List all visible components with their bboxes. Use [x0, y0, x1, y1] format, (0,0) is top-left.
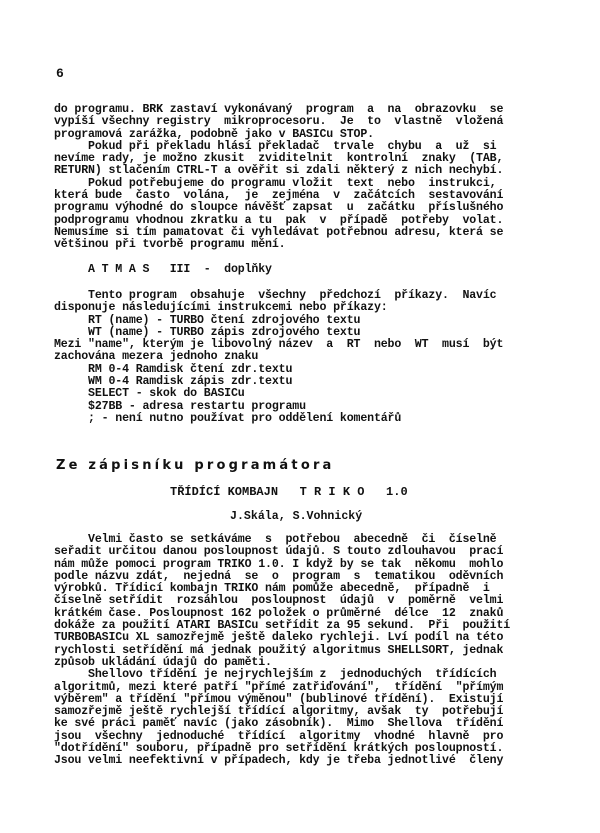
text-line: disponuje následujícími instrukcemi nebo příkazy:: [54, 301, 388, 315]
text-line: SELECT - skok do BASICu: [54, 387, 245, 401]
text-line: RETURN) stlačením CTRL-T a ověřit si zdali některý z nich nechybí.: [54, 164, 504, 178]
text-line: která bude často volána, je zejména v začátcích sestavování: [54, 189, 504, 203]
text-line: číselně setřídit rozsáhlou posloupnost údajů v poměrně velmi: [54, 594, 504, 608]
text-line: programová zarážka, podobně jako v BASICu STOP.: [54, 127, 374, 141]
article-title: TŘÍDÍCÍ KOMBAJN T R I K O 1.0: [170, 485, 408, 499]
text-line: $27BB - adresa restartu programu: [54, 399, 306, 413]
text-line: výběrem" a třídění "přímou výměnou" (bublinové třídění). Existují: [54, 692, 504, 706]
text-line: podprogramu vhodnou zkratku a tu pak v případě potřeby volat.: [54, 213, 504, 227]
text-line: Velmi často se setkáváme s potřebou abecedně či číselně: [54, 533, 497, 546]
text-line: WT (name) - TURBO zápis zdrojového textu: [54, 325, 361, 339]
text-line: ke své práci paměť navíc (jako zásobník). Mimo Shellova třídění: [54, 717, 504, 731]
text-line: RM 0-4 Ramdisk čtení zdr.textu: [54, 362, 293, 376]
text-line: Shellovo třídění je nejrychlejším z jednoduchých třídících: [54, 668, 497, 682]
atmas-title: A T M A S III - doplňky: [54, 263, 272, 276]
text-line: zachována mezera jednoho znaku: [54, 350, 259, 364]
text-line: Pokud potřebujeme do programu vložit text nebo instrukci,: [54, 176, 497, 190]
text-line: "dotřídění" souboru, případně pro setřídění krátkých posloupností.: [54, 742, 504, 756]
article-authors: J.Skála, S.Vohnický: [230, 510, 363, 523]
text-line: TURBOBASICu XL samozřejmě ještě daleko rychleji. Lví podíl na této: [54, 631, 504, 645]
text-line: WM 0-4 Ramdisk zápis zdr.textu: [54, 375, 293, 389]
intro-paragraphs: [54, 104, 548, 252]
text-line: do programu. BRK zastaví vykonávaný program a na obrazovku se: [54, 103, 504, 116]
text-line: nám může pomoci program TRIKO 1.0. I když by se tak někomu mohlo: [54, 557, 504, 571]
text-line: Mezi "name", kterým je libovolný název a RT nebo WT musí být: [54, 338, 504, 352]
page-number: 6: [56, 66, 64, 81]
text-line: rychlosti setřídění má jednak použitý algoritmus SHELLSORT, jednak: [54, 643, 504, 657]
text-line: způsob ukládání údajů do paměti.: [54, 655, 272, 669]
text-line: krátkém čase. Posloupnost 162 položek o průměrné délce 12 znaků: [54, 606, 504, 620]
text-line: výrobků. Třídicí kombajn TRIKO nám pomůže abecedně, případně i: [54, 582, 490, 596]
atmas-section: [54, 264, 548, 276]
text-line: programu výhodné do sloupce návěšť zapsat u začátku příslušného: [54, 201, 504, 215]
text-line: Jsou velmi neefektivní v případech, kdy je třeba jednotlivé členy: [54, 754, 504, 768]
text-line: Nemusíme si tím pamatovat či vyhledávat potřebnou adresu, která se: [54, 225, 504, 239]
text-line: jsou všechny jednoduché třídící algoritmy vhodné hlavně pro: [54, 729, 504, 743]
text-line: ; - není nutno používat pro oddělení komentářů: [54, 411, 402, 425]
text-line: Pokud při překladu hlásí překladač trvale chybu a už si: [54, 139, 497, 153]
text-line: samozřejmě ještě rychlejší třídící algoritmy, avšak ty potřebují: [54, 705, 504, 719]
text-line: většinou při tvorbě programu mění.: [54, 238, 286, 252]
article-paragraphs: [54, 534, 548, 768]
section-heading: Ze zápisníku programátora: [56, 458, 335, 473]
text-line: vypíší všechny registry mikroprocesoru. Je to vlastně vložená: [54, 115, 504, 129]
text-line: RT (name) - TURBO čtení zdrojového textu: [54, 313, 361, 327]
text-line: seřadit určitou danou posloupnost údajů. S touto zdlouhavou prací: [54, 545, 504, 559]
text-line: dokáže za použití ATARI BASICu setřídit za 95 sekund. Při použití: [54, 619, 511, 633]
text-line: nevíme rady, je možno zkusit zviditelnit kontrolní znaky (TAB,: [54, 152, 504, 166]
atmas-paragraphs: [54, 290, 548, 425]
text-line: Tento program obsahuje všechny předchozí příkazy. Navíc: [54, 289, 497, 302]
text-line: podle názvu zdát, nejedná se o program s tematikou oděvních: [54, 569, 504, 583]
text-line: algoritmů, mezi které patří "přímé zatřiďování", třídění "přímým: [54, 680, 504, 694]
